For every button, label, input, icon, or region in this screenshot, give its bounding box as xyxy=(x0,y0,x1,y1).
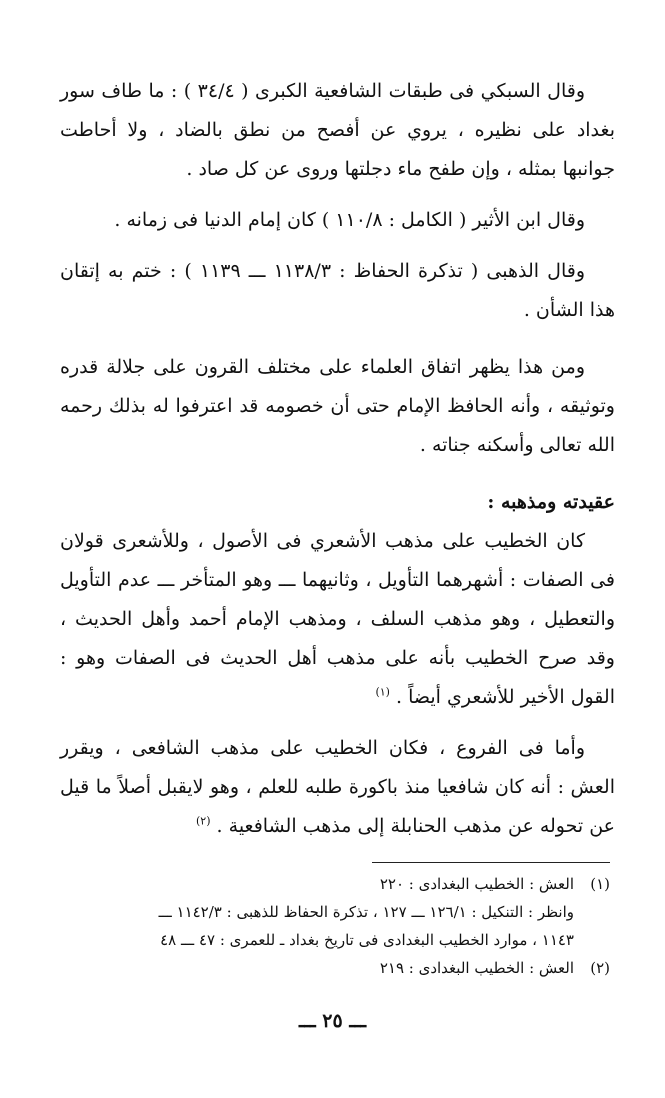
page-number: ـــ ٢٥ ـــ xyxy=(298,1010,367,1032)
paragraph-subki-quote: وقال السبكي فى طبقات الشافعية الكبرى ( ٣٤/٤ ) : ما طاف سور بغداد على نظيره ، يروي عن أفصح من نطق بالضاد ، ولا أحاطت جوانبها بمثله ، وإن طفح ماء دجلتها وروى عن كل صاد . xyxy=(60,80,615,180)
footnote-divider xyxy=(372,862,610,863)
paragraph-creed xyxy=(60,522,615,717)
footnote-1-line-1: العش : الخطيب البغدادى : ٢٢٠ xyxy=(379,875,574,893)
paragraph-ibn-athir-quote: وقال ابن الأثير ( الكامل : ١١٠/٨ ) كان إمام الدنيا فى زمانه . xyxy=(114,209,585,231)
main-text xyxy=(60,72,615,846)
footnotes xyxy=(100,870,610,982)
footnote-1-number: (١) xyxy=(590,875,610,893)
footnote-ref-1: (١) xyxy=(375,685,390,699)
footnote-ref-2: (٢) xyxy=(195,814,211,828)
creed-text: كان الخطيب على مذهب الأشعري فى الأصول ، وللأشعرى قولان فى الصفات : أشهرهما التأويل ، وثانيهما ـــ وهو المتأخر ـــ عدم التأويل والتعطيل ، وهو مذهب السلف ، ومذهب الإمام أحمد وأهل الحديث ، وقد صرح الخطيب بأنه على مذهب أهل الحديث فى الصفات وهو : القول الأخير للأشعري أيضاً . xyxy=(60,530,615,708)
footnote-1 xyxy=(100,870,610,898)
footnote-1-line-2: وانظر : التنكيل : ١٢٦/١ ـــ ١٢٧ ، تذكرة الحفاظ للذهبى : ١١٤٢/٣ ـــ xyxy=(158,903,574,921)
footnote-2 xyxy=(100,954,610,982)
paragraph-scholars-consensus: ومن هذا يظهر اتفاق العلماء على مختلف القرون على جلالة قدره وتوثيقه ، وأنه الحافظ الإمام حتى أن خصومه قد اعترفوا له بذلك رحمه الله تعالى وأسكنه جناته . xyxy=(60,356,615,456)
section-heading: عقيدته ومذهبه : xyxy=(487,491,615,513)
footnote-2-number: (٢) xyxy=(590,959,610,977)
paragraph-dhahabi-quote: وقال الذهبى ( تذكرة الحفاظ : ١١٣٨/٣ ـــ ١١٣٩ ) : ختم به إتقان هذا الشأن . xyxy=(60,260,615,321)
footnote-2-line-1: العش : الخطيب البغدادى : ٢١٩ xyxy=(379,959,574,977)
footnote-1-line-3: ١١٤٣ ، موارد الخطيب البغدادى فى تاريخ بغداد ـ للعمرى : ٤٧ ـــ ٤٨ xyxy=(160,931,574,949)
paragraph-school xyxy=(60,729,615,846)
school-text: وأما فى الفروع ، فكان الخطيب على مذهب الشافعى ، ويقرر العش : أنه كان شافعيا منذ باكورة طلبه للعلم ، وهو لايقبل أصلاً ما قيل عن تحوله عن مذهب الحنابلة إلى مذهب الشافعية . xyxy=(60,737,615,837)
